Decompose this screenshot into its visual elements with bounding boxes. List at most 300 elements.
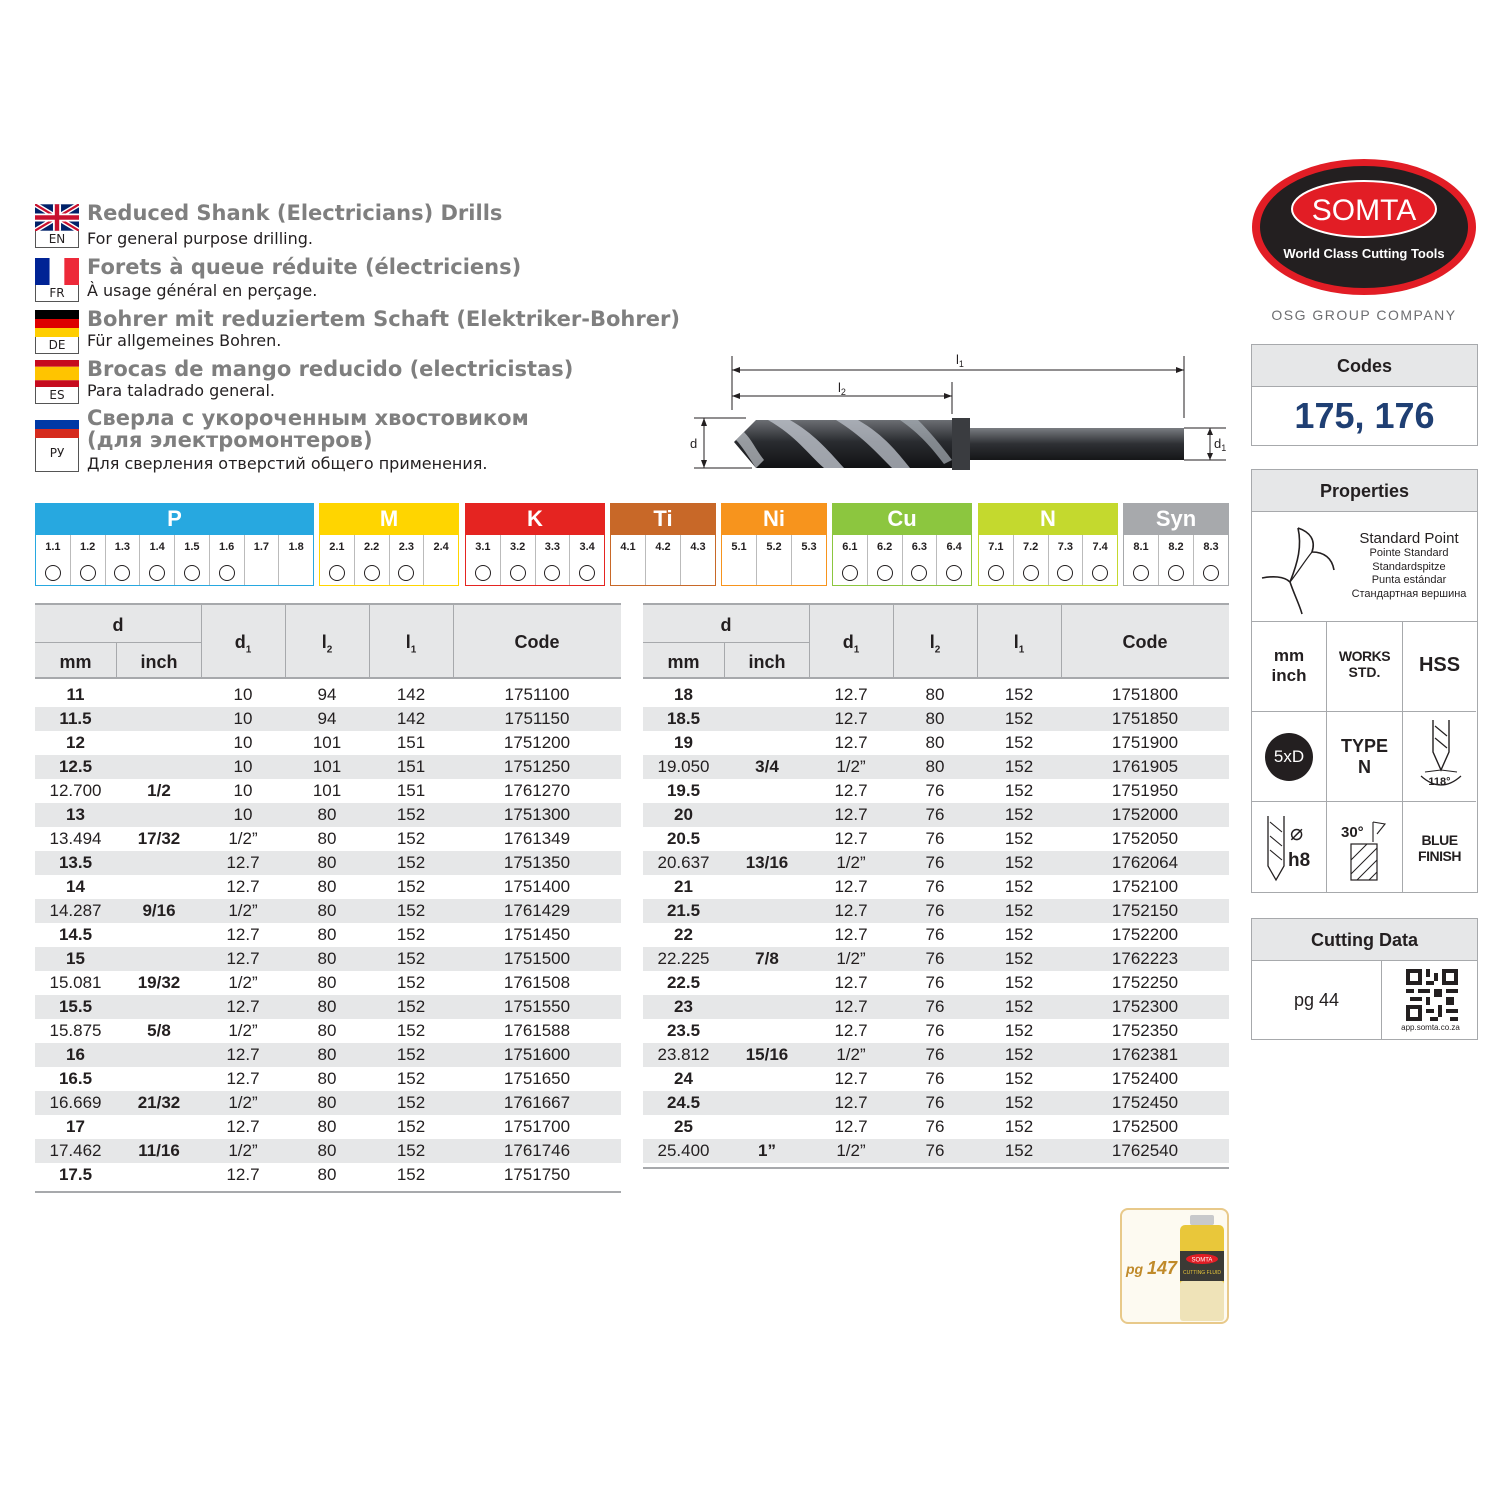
col-d: d <box>112 615 124 635</box>
material-cell: 6.4 <box>937 535 971 585</box>
cell-mm: 13 <box>66 805 85 824</box>
cell-l2: 76 <box>925 1117 945 1136</box>
cell-inch: 7/8 <box>755 949 779 968</box>
units-cell: mm inch <box>1252 622 1327 712</box>
cell-l1: 152 <box>396 829 426 848</box>
suitable-circle-icon <box>184 565 200 581</box>
cell-l1: 152 <box>1004 901 1034 920</box>
cell-l2: 80 <box>317 805 337 824</box>
flute-length-badge: 5xD <box>1265 733 1313 781</box>
cell-d1: 12.7 <box>226 997 260 1016</box>
cell-mm: 14.287 <box>49 901 102 920</box>
material-cell: 2.4 <box>433 541 449 553</box>
cell-l1: 142 <box>396 685 426 704</box>
cell-mm: 18 <box>674 685 693 704</box>
cell-d1: 12.7 <box>834 973 868 992</box>
cell-l2: 80 <box>925 685 945 704</box>
cell-code: 1761905 <box>1111 757 1179 776</box>
col-inch: inch <box>140 652 178 672</box>
cell-mm: 11 <box>66 685 85 704</box>
cell-l1: 152 <box>396 1165 426 1184</box>
table-header <box>643 603 1229 679</box>
suitable-circle-icon <box>80 565 96 581</box>
point-label-fr: Pointe Standard <box>1369 547 1449 559</box>
cell-code: 1761667 <box>503 1093 571 1112</box>
point-angle-icon <box>1403 712 1476 802</box>
cell-l1: 152 <box>1004 1045 1034 1064</box>
cell-l1: 152 <box>396 1069 426 1088</box>
material-cell: 1.5 <box>175 535 210 585</box>
tolerance-cell: ⌀ h8 <box>1252 802 1327 892</box>
cell-l2: 76 <box>925 781 945 800</box>
fluid-can-label: CUTTING FLUID <box>1182 1270 1222 1276</box>
properties-header: Properties <box>1252 470 1477 512</box>
cell-l1: 152 <box>1004 853 1034 872</box>
table-row <box>643 683 1229 707</box>
cell-l1: 152 <box>396 853 426 872</box>
col-l2: $l_2$ <box>321 632 333 656</box>
material-name: Syn <box>1123 503 1229 535</box>
helix-angle-icon <box>1327 802 1403 892</box>
material-cell: 1.4 <box>140 535 175 585</box>
cell-mm: 15.081 <box>49 973 102 992</box>
helix-angle-cell: 30° <box>1327 802 1403 892</box>
cell-code: 1752300 <box>1111 997 1179 1016</box>
cell-d1: 1/2” <box>836 757 866 776</box>
cell-mm: 23 <box>674 997 693 1016</box>
cell-inch: 13/16 <box>745 853 789 872</box>
cell-d1: 12.7 <box>834 781 868 800</box>
table-row <box>35 779 621 803</box>
material-cell: 5.3 <box>801 541 817 553</box>
material-name: N <box>978 503 1118 535</box>
shank-tolerance-icon <box>1262 814 1292 884</box>
cell-code: 1761588 <box>503 1021 571 1040</box>
cell-code: 1751500 <box>503 949 571 968</box>
cell-l2: 101 <box>312 757 342 776</box>
table-row <box>35 1043 621 1067</box>
material-cell: 7.4 <box>1083 535 1117 585</box>
material-cell: 1.6 <box>210 535 245 585</box>
cell-inch: 21/32 <box>137 1093 181 1112</box>
qr-code-icon[interactable] <box>1406 969 1458 1021</box>
table-row <box>643 947 1229 971</box>
cell-l1: 152 <box>396 901 426 920</box>
cell-l1: 152 <box>1004 925 1034 944</box>
suitable-circle-icon <box>1133 565 1149 581</box>
cell-l1: 151 <box>396 757 426 776</box>
cell-mm: 13.494 <box>49 829 102 848</box>
type-n-cell: TYPE N <box>1327 712 1403 802</box>
cell-l1: 152 <box>396 973 426 992</box>
cell-d1: 12.7 <box>226 1117 260 1136</box>
suitable-circle-icon <box>1203 565 1219 581</box>
cell-code: 1751750 <box>503 1165 571 1184</box>
material-cell: 3.3 <box>536 535 571 585</box>
suitable-circle-icon <box>219 565 235 581</box>
material-cell: 4.2 <box>646 535 681 585</box>
material-cell: 3.4 <box>570 535 604 585</box>
material-cell: 2.3 <box>390 535 425 585</box>
cell-mm: 18.5 <box>666 709 701 728</box>
cell-l2: 76 <box>925 997 945 1016</box>
cell-code: 1751400 <box>503 877 571 896</box>
material-cell: 4.3 <box>690 541 706 553</box>
cell-l2: 76 <box>925 829 945 848</box>
cell-l2: 76 <box>925 1093 945 1112</box>
cell-l1: 152 <box>1004 829 1034 848</box>
cell-d1: 12.7 <box>226 877 260 896</box>
cell-l2: 80 <box>317 1093 337 1112</box>
cell-d1: 12.7 <box>226 925 260 944</box>
cell-l2: 80 <box>317 997 337 1016</box>
drill-point-icon <box>1258 518 1338 618</box>
cell-mm: 14.5 <box>58 925 93 944</box>
cell-l1: 152 <box>1004 1093 1034 1112</box>
cell-l2: 101 <box>312 781 342 800</box>
material-cell: 4.1 <box>611 535 646 585</box>
cell-d1: 10 <box>233 805 253 824</box>
cell-l1: 152 <box>1004 1117 1034 1136</box>
dim-d1-label: $d_1$ <box>1214 436 1227 453</box>
cell-d1: 12.7 <box>834 1117 868 1136</box>
suitable-circle-icon <box>1057 565 1073 581</box>
product-subtitle-ru: Для сверления отверстий общего применения. <box>87 454 488 473</box>
table-row <box>35 899 621 923</box>
suitable-circle-icon <box>475 565 491 581</box>
cell-code: 1761429 <box>503 901 571 920</box>
cutting-fluid-can-icon <box>1176 1213 1228 1323</box>
cell-mm: 24.5 <box>666 1093 701 1112</box>
cell-mm: 17.462 <box>49 1141 102 1160</box>
cell-l2: 76 <box>925 853 945 872</box>
cell-d1: 1/2” <box>836 949 866 968</box>
cell-mm: 12.5 <box>58 757 93 776</box>
cell-d1: 12.7 <box>834 709 868 728</box>
col-d1: $d_1$ <box>842 632 860 656</box>
product-subtitle-de: Für allgemeines Bohren. <box>87 331 282 350</box>
cell-l1: 152 <box>1004 1141 1034 1160</box>
drill-table-right <box>643 603 1229 1169</box>
cell-inch: 1” <box>758 1141 776 1160</box>
material-group-k <box>465 503 605 586</box>
cell-inch: 9/16 <box>142 901 176 920</box>
lang-code: РУ <box>35 438 79 472</box>
suitable-circle-icon <box>911 565 927 581</box>
col-mm: mm <box>59 652 92 672</box>
cell-mm: 22.5 <box>666 973 701 992</box>
point-label-es: Punta estándar <box>1371 574 1447 586</box>
cell-code: 1762064 <box>1111 853 1179 872</box>
cell-l1: 152 <box>396 949 426 968</box>
flag-ru-icon <box>35 411 79 438</box>
cell-l1: 151 <box>396 781 426 800</box>
table-row <box>35 683 621 707</box>
material-group-p <box>35 503 314 586</box>
cell-d1: 12.7 <box>226 949 260 968</box>
point-label-en: Standard Point <box>1359 530 1459 547</box>
material-name: Ni <box>721 503 827 535</box>
col-l2: $l_2$ <box>929 632 941 656</box>
cell-d1: 10 <box>233 685 253 704</box>
material-group-syn <box>1123 503 1229 586</box>
cell-l1: 152 <box>1004 733 1034 752</box>
cell-l2: 101 <box>312 733 342 752</box>
cell-mm: 14 <box>66 877 85 896</box>
material-cell: 3.1 <box>466 535 501 585</box>
cell-d1: 10 <box>233 733 253 752</box>
cell-l2: 94 <box>317 709 337 728</box>
product-subtitle-en: For general purpose drilling. <box>87 229 313 248</box>
drill-table-left <box>35 603 621 1193</box>
table-row <box>643 1043 1229 1067</box>
suitable-circle-icon <box>45 565 61 581</box>
suitable-circle-icon <box>398 565 414 581</box>
table-row <box>643 851 1229 875</box>
suitable-circle-icon <box>114 565 130 581</box>
cell-code: 1752400 <box>1111 1069 1179 1088</box>
cell-l2: 80 <box>317 1165 337 1184</box>
cell-code: 1751200 <box>503 733 571 752</box>
cell-d1: 1/2” <box>228 1021 258 1040</box>
cutting-data-panel <box>1251 918 1478 1040</box>
cell-l2: 76 <box>925 973 945 992</box>
cell-l2: 80 <box>317 1045 337 1064</box>
table-row <box>35 875 621 899</box>
cell-mm: 19 <box>674 733 693 752</box>
product-title-ru: Сверла с укороченным хвостовиком (для электромонтеров) <box>87 406 529 452</box>
product-title-es: Brocas de mango reducido (electricistas) <box>87 357 574 381</box>
cell-l2: 80 <box>925 709 945 728</box>
material-name: Ti <box>610 503 716 535</box>
material-name: M <box>319 503 459 535</box>
suitable-circle-icon <box>329 565 345 581</box>
cell-d1: 1/2” <box>228 973 258 992</box>
cell-d1: 12.7 <box>834 901 868 920</box>
table-body <box>643 683 1229 1169</box>
table-row <box>35 1139 621 1163</box>
cell-code: 1752350 <box>1111 1021 1179 1040</box>
cell-d1: 1/2” <box>836 1141 866 1160</box>
cell-l1: 152 <box>1004 781 1034 800</box>
cell-code: 1761746 <box>503 1141 571 1160</box>
flute-length-cell <box>1252 712 1327 802</box>
cell-l2: 80 <box>317 877 337 896</box>
cell-l1: 152 <box>1004 973 1034 992</box>
suitable-circle-icon <box>364 565 380 581</box>
material-cell: 1.1 <box>36 535 71 585</box>
cell-mm: 24 <box>674 1069 693 1088</box>
cell-mm: 19.050 <box>657 757 710 776</box>
dim-l1-label: $l_1$ <box>956 352 964 369</box>
standard-point-cell <box>1252 512 1477 622</box>
table-row <box>35 947 621 971</box>
table-row <box>643 995 1229 1019</box>
cell-mm: 15.5 <box>58 997 93 1016</box>
suitable-circle-icon <box>510 565 526 581</box>
cell-l2: 80 <box>317 1069 337 1088</box>
lang-code: FR <box>35 285 79 302</box>
cell-code: 1751300 <box>503 805 571 824</box>
cell-d1: 12.7 <box>834 997 868 1016</box>
material-cell: 1.7 <box>245 535 280 585</box>
osg-group-label: OSG GROUP COMPANY <box>1271 307 1457 323</box>
suitable-circle-icon <box>1023 565 1039 581</box>
cell-inch: 15/16 <box>745 1045 789 1064</box>
cell-mm: 11.5 <box>59 709 92 728</box>
table-row <box>35 1091 621 1115</box>
cell-code: 1751800 <box>1111 685 1179 704</box>
table-row <box>35 827 621 851</box>
suitable-circle-icon <box>842 565 858 581</box>
cell-d1: 12.7 <box>834 829 868 848</box>
cell-d1: 10 <box>233 781 253 800</box>
cell-d1: 12.7 <box>834 685 868 704</box>
material-cell: 2.1 <box>320 535 355 585</box>
material-cell: 6.1 <box>833 535 868 585</box>
cell-l1: 152 <box>396 1093 426 1112</box>
cell-l2: 80 <box>925 757 945 776</box>
col-d: d <box>720 615 732 635</box>
cell-l1: 152 <box>396 1021 426 1040</box>
cell-code: 1761349 <box>503 829 571 848</box>
product-subtitle-fr: À usage général en perçage. <box>87 281 318 300</box>
cell-l1: 152 <box>396 877 426 896</box>
cell-mm: 17 <box>66 1117 85 1136</box>
cell-code: 1751350 <box>503 853 571 872</box>
properties-panel <box>1251 469 1478 893</box>
table-row <box>643 755 1229 779</box>
cell-l1: 152 <box>1004 805 1034 824</box>
cell-inch: 19/32 <box>137 973 181 992</box>
cell-l1: 152 <box>396 1045 426 1064</box>
col-mm: mm <box>667 652 700 672</box>
cell-mm: 15 <box>66 949 85 968</box>
product-title-de: Bohrer mit reduziertem Schaft (Elektriker-Bohrer) <box>87 307 680 331</box>
cell-d1: 12.7 <box>834 1069 868 1088</box>
cell-d1: 10 <box>233 709 253 728</box>
col-l1: $l_1$ <box>1013 632 1025 656</box>
cell-d1: 12.7 <box>834 877 868 896</box>
col-inch: inch <box>748 652 786 672</box>
material-cell: 3.2 <box>501 535 536 585</box>
flag-es-icon <box>35 360 79 387</box>
material-cell: 1.2 <box>71 535 106 585</box>
cell-mm: 25 <box>674 1117 693 1136</box>
material-name: K <box>465 503 605 535</box>
cell-d1: 12.7 <box>226 1045 260 1064</box>
material-cell: 1.8 <box>288 541 304 553</box>
cell-code: 1752150 <box>1111 901 1179 920</box>
flag-fr-icon <box>35 258 79 285</box>
cutting-fluid-link[interactable] <box>1120 1208 1229 1324</box>
cell-inch: 5/8 <box>147 1021 171 1040</box>
cell-code: 1751250 <box>503 757 571 776</box>
cell-mm: 20 <box>674 805 693 824</box>
cutting-data-header: Cutting Data <box>1252 919 1477 961</box>
cell-l2: 80 <box>317 853 337 872</box>
cell-d1: 12.7 <box>834 925 868 944</box>
table-row <box>643 1115 1229 1139</box>
works-std-cell: WORKS STD. <box>1327 622 1403 712</box>
cell-mm: 16.5 <box>58 1069 93 1088</box>
table-row <box>643 1139 1229 1163</box>
table-row <box>643 923 1229 947</box>
table-row <box>35 995 621 1019</box>
cell-mm: 20.5 <box>666 829 701 848</box>
cell-l2: 80 <box>317 901 337 920</box>
cell-mm: 22.225 <box>657 949 710 968</box>
material-cell: 5.1 <box>722 535 757 585</box>
cell-code: 1762381 <box>1111 1045 1179 1064</box>
table-row <box>35 755 621 779</box>
cell-l2: 76 <box>925 1069 945 1088</box>
cell-d1: 12.7 <box>226 1165 260 1184</box>
somta-logo <box>1250 157 1478 298</box>
material-cell: 7.3 <box>1049 535 1084 585</box>
suitable-circle-icon <box>1168 565 1184 581</box>
table-row <box>643 779 1229 803</box>
cell-d1: 1/2” <box>836 1045 866 1064</box>
cell-d1: 1/2” <box>228 1141 258 1160</box>
table-row <box>35 803 621 827</box>
col-code: Code <box>514 632 560 652</box>
cutting-data-page[interactable]: pg 44 <box>1252 961 1382 1039</box>
table-row <box>643 731 1229 755</box>
cell-d1: 12.7 <box>834 1093 868 1112</box>
cell-code: 1751650 <box>503 1069 571 1088</box>
cell-code: 1752500 <box>1111 1117 1179 1136</box>
cell-mm: 13.5 <box>58 853 93 872</box>
table-body <box>35 683 621 1193</box>
lang-code: ES <box>35 387 79 404</box>
cell-code: 1752200 <box>1111 925 1179 944</box>
material-group-m <box>319 503 459 586</box>
cell-mm: 23.5 <box>666 1021 701 1040</box>
suitable-circle-icon <box>877 565 893 581</box>
cell-inch: 1/2 <box>147 781 171 800</box>
material-cell: 2.2 <box>355 535 390 585</box>
cell-d1: 12.7 <box>226 853 260 872</box>
cell-d1: 12.7 <box>834 733 868 752</box>
dim-d-label: d <box>690 436 698 451</box>
cell-code: 1752100 <box>1111 877 1179 896</box>
cell-d1: 12.7 <box>834 1021 868 1040</box>
cutting-fluid-page: pg 147 <box>1126 1258 1178 1278</box>
material-group-ni <box>721 503 827 586</box>
table-row <box>35 1019 621 1043</box>
cutting-data-url[interactable]: app.somta.co.za <box>1401 1023 1460 1032</box>
cell-mm: 16 <box>66 1045 85 1064</box>
cell-d1: 10 <box>233 757 253 776</box>
cell-l2: 76 <box>925 805 945 824</box>
codes-panel <box>1251 344 1478 446</box>
cell-l2: 76 <box>925 949 945 968</box>
diameter-icon: ⌀ <box>1290 820 1304 845</box>
table-row <box>643 1067 1229 1091</box>
blue-finish-cell: BLUE FINISH <box>1418 832 1461 864</box>
cell-code: 1752250 <box>1111 973 1179 992</box>
point-angle-cell: 118° <box>1403 712 1476 802</box>
cell-mm: 15.875 <box>49 1021 102 1040</box>
material-cell: 6.3 <box>903 535 938 585</box>
logo-brand: SOMTA <box>1311 194 1417 227</box>
cell-code: 1762540 <box>1111 1141 1179 1160</box>
table-row <box>35 1163 621 1187</box>
cell-code: 1751600 <box>503 1045 571 1064</box>
material-name: Cu <box>832 503 972 535</box>
table-row <box>35 731 621 755</box>
